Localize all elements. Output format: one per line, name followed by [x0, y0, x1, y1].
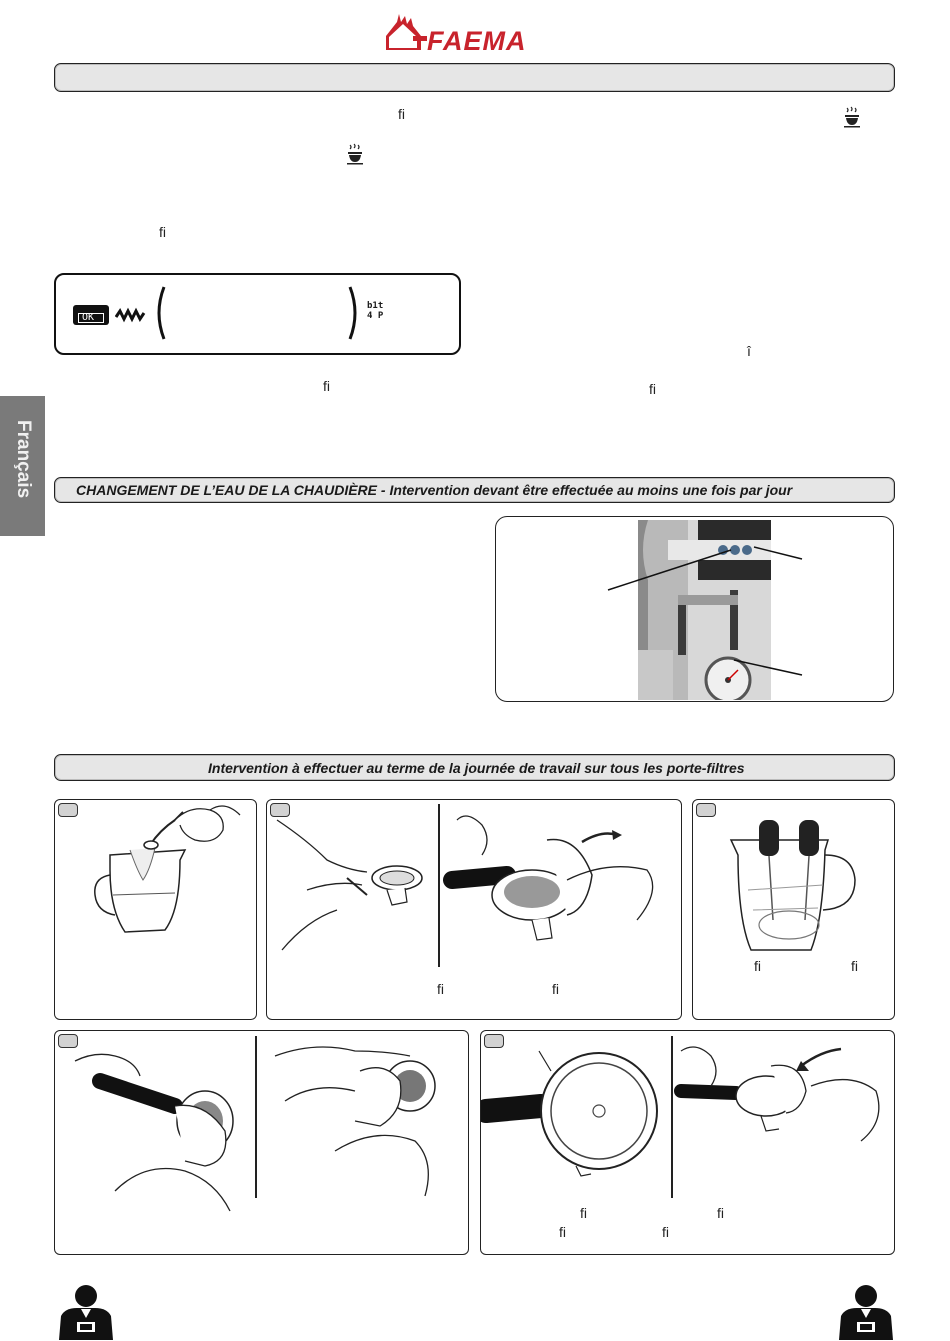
- lcd-display: [54, 273, 461, 355]
- step-panel-5: [480, 1030, 895, 1255]
- text-fragment: ﬁ: [323, 378, 330, 394]
- panel-fragment: ﬁ: [717, 1205, 724, 1221]
- barista-icon: [835, 1284, 897, 1340]
- top-header-bar: [54, 63, 895, 92]
- panel-fragment: ﬁ: [552, 981, 559, 997]
- barista-icon: [55, 1284, 117, 1340]
- wave-icon: [115, 305, 147, 325]
- panel-fragment: ﬁ: [851, 958, 858, 974]
- boiler-photo-panel: [495, 516, 894, 702]
- step-panel-4: [54, 1030, 469, 1255]
- text-fragment: ﬁ: [398, 106, 405, 122]
- panel-fragment: ﬁ: [754, 958, 761, 974]
- right-bracket-icon: [348, 285, 362, 341]
- ok-label: OK: [82, 312, 95, 323]
- step-panel-2: [266, 799, 682, 1020]
- step-panel-1: [54, 799, 257, 1020]
- text-fragment: î: [747, 343, 751, 359]
- ok-battery-icon: [73, 305, 109, 325]
- display-indicator-top: b1t: [367, 301, 384, 311]
- language-label: Français: [13, 420, 34, 499]
- panel-fragment: ﬁ: [580, 1205, 587, 1221]
- panel-fragment: ﬁ: [559, 1224, 566, 1240]
- filters-section-header: [54, 754, 895, 781]
- faema-logo: [383, 10, 568, 54]
- logo-text: FAEMA: [427, 26, 527, 54]
- boiler-section-header: [54, 477, 895, 503]
- text-fragment: ﬁ: [159, 224, 166, 240]
- left-bracket-icon: [152, 285, 166, 341]
- filters-section-title: Intervention à effectuer au terme de la journée de travail sur tous les porte-filtres: [208, 760, 745, 776]
- text-fragment: ﬁ: [649, 381, 656, 397]
- coffee-cup-icon: [346, 143, 364, 165]
- panel-fragment: ﬁ: [662, 1224, 669, 1240]
- boiler-section-title: CHANGEMENT DE L’EAU DE LA CHAUDIÈRE - Intervention devant être effectuée au moins une fois par jour: [76, 482, 793, 498]
- display-indicator-bottom: 4 P: [367, 311, 384, 321]
- panel-fragment: ﬁ: [437, 981, 444, 997]
- coffee-cup-icon: [843, 106, 861, 128]
- step-panel-3: [692, 799, 895, 1020]
